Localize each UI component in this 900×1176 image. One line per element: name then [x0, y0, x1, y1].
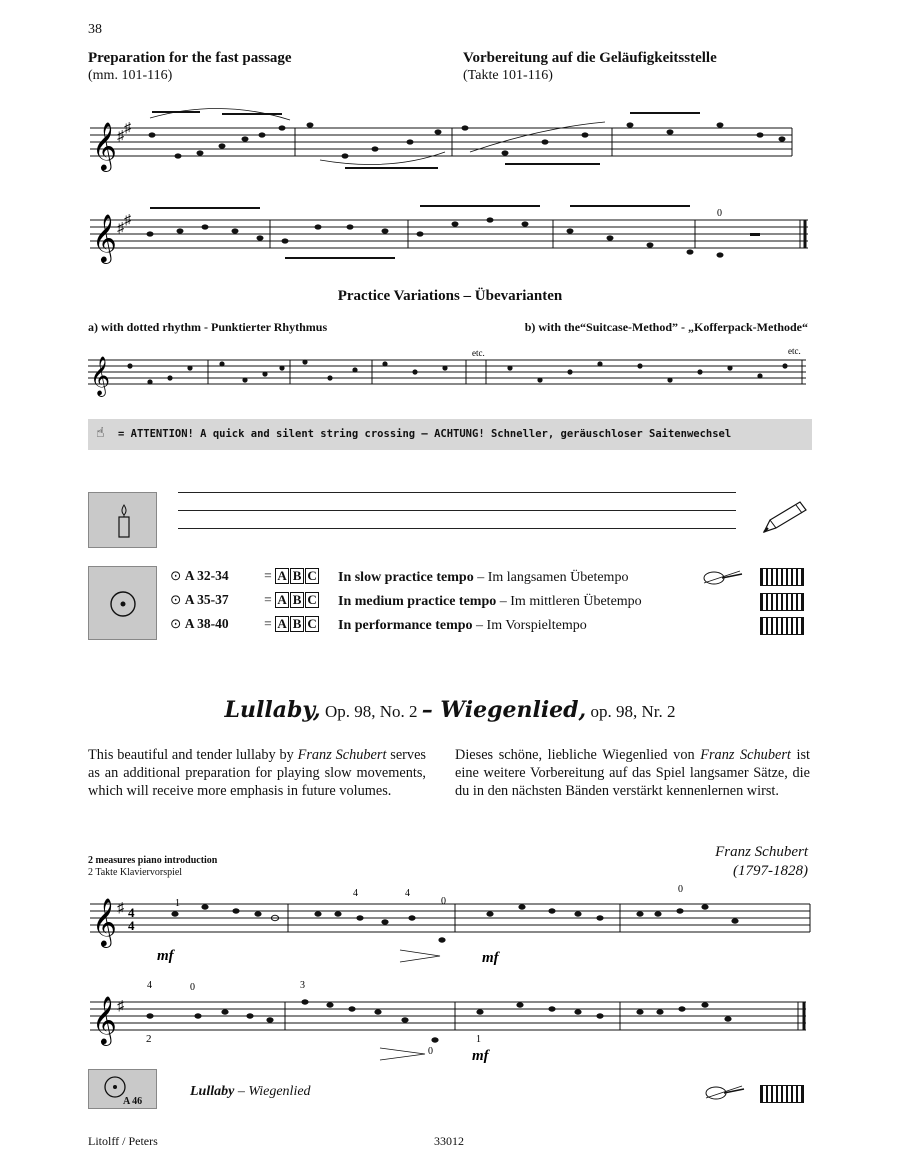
svg-text:♯: ♯	[124, 213, 131, 228]
tempo-rest: – Im Vorspieltempo	[472, 618, 587, 633]
para-text: Dieses schöne, liebliche Wiegenlied von	[455, 747, 701, 763]
lullaby-intro-de	[455, 746, 810, 800]
composer-credit	[715, 843, 808, 881]
svg-text:♯: ♯	[117, 221, 124, 236]
cd-icon-box	[88, 566, 157, 640]
svg-text:1: 1	[175, 898, 180, 909]
attention-banner	[88, 419, 812, 450]
lullaby-op-en: Op. 98, No. 2	[320, 702, 422, 721]
section-title-de: Vorbereitung auf die Geläufigkeitsstelle	[463, 50, 717, 66]
music-staff-practice	[0, 344, 900, 404]
violin-icon	[702, 1083, 746, 1103]
svg-text:4: 4	[147, 980, 152, 991]
svg-text:0: 0	[717, 208, 722, 219]
svg-text:𝄞: 𝄞	[92, 213, 117, 262]
tempo-bold: In medium practice tempo	[338, 594, 497, 609]
track-row-1[interactable]	[170, 568, 320, 584]
tempo-row-3	[338, 618, 587, 634]
section-subtitle-de: (Takte 101-116)	[463, 68, 553, 83]
cd-bullet-icon: ⊙	[170, 616, 182, 631]
track-row-2[interactable]	[170, 592, 320, 608]
label-rest: – Wiegenlied	[234, 1084, 311, 1099]
music-staff-2	[0, 200, 900, 270]
svg-text:♯: ♯	[117, 129, 124, 144]
svg-text:♯: ♯	[117, 901, 124, 916]
page-number: 38	[88, 22, 102, 37]
cd-icon	[89, 567, 158, 641]
svg-text:𝄞: 𝄞	[92, 121, 117, 170]
tempo-bold: In performance tempo	[338, 618, 473, 633]
tempo-rest: – Im langsamen Übetempo	[473, 570, 629, 585]
svg-text:♯: ♯	[117, 999, 124, 1014]
track-letter-b: B	[290, 592, 304, 608]
track-letter-a: A	[275, 568, 289, 584]
composer-name: Franz Schubert	[715, 844, 808, 860]
svg-text:0: 0	[190, 982, 195, 993]
svg-text:♯: ♯	[124, 121, 131, 136]
attention-text: = ATTENTION! A quick and silent string crossing – ACHTUNG! Schneller, geräuschloser Saitenwechsel	[118, 428, 732, 440]
cd-track-box[interactable]	[88, 1069, 157, 1109]
tempo-row-1	[338, 570, 628, 586]
lullaby-title-de: Wiegenlied,	[432, 697, 587, 723]
lullaby-title-en: Lullaby,	[224, 697, 321, 723]
track-letter-a: A	[275, 616, 289, 632]
finger-icon: ☝	[96, 425, 105, 441]
svg-text:0: 0	[678, 884, 683, 895]
track-letter-a: A	[275, 592, 289, 608]
lullaby-staff-2	[0, 978, 900, 1068]
piano-intro-de: 2 Takte Klaviervorspiel	[88, 867, 183, 878]
svg-text:0: 0	[428, 1046, 433, 1057]
track-code: A 32-34	[184, 568, 229, 583]
track-letter-c: C	[305, 568, 319, 584]
track-code: A 35-37	[184, 592, 229, 607]
cd-bullet-icon: ⊙	[170, 592, 182, 607]
track-eq: =	[264, 568, 272, 583]
svg-text:𝄞: 𝄞	[90, 356, 111, 396]
track-letter-b: B	[290, 568, 304, 584]
svg-text:3: 3	[300, 980, 305, 991]
svg-text:4: 4	[128, 918, 135, 933]
etc-label-b: etc.	[788, 346, 801, 356]
dynamic-mf: mf	[472, 1048, 489, 1064]
cd-bullet-icon: ⊙	[170, 568, 182, 583]
track-eq: =	[264, 616, 272, 631]
track-code: A 38-40	[184, 616, 229, 631]
svg-text:0: 0	[441, 896, 446, 907]
para-text: serves as an additional preparation for playing slow movements, which will receive more emphasis in future volumes.	[88, 747, 426, 799]
variant-b-label: b) with the“Suitcase-Method” - „Kofferpack-Methode“	[524, 320, 808, 334]
catalog-number: 33012	[434, 1134, 464, 1148]
label-bold: Lullaby	[190, 1084, 235, 1099]
track-letter-c: C	[305, 616, 319, 632]
etc-label-a: etc.	[472, 348, 485, 358]
violin-icon	[700, 568, 744, 588]
notes-icon-box	[88, 492, 157, 548]
lullaby-dash: –	[421, 697, 433, 723]
publisher: Litolff / Peters	[88, 1134, 158, 1148]
svg-text:2: 2	[146, 1033, 152, 1045]
svg-text:4: 4	[353, 888, 358, 899]
candle-icon	[89, 493, 158, 549]
svg-text:𝄞: 𝄞	[92, 897, 117, 946]
svg-text:1: 1	[476, 1034, 481, 1045]
composer-name: Franz Schubert	[700, 747, 791, 763]
lullaby-intro-en	[88, 746, 426, 800]
tempo-row-2	[338, 594, 642, 610]
piano-keyboard-icon	[760, 568, 804, 586]
cd-track-number: A 46	[123, 1096, 143, 1107]
para-text: ist eine weitere Vorbereitung auf das Spiel langsamer Sätze, die du in den nächsten Bänden verstärkt kennenlernen wirst.	[455, 747, 810, 799]
practice-variations-title: Practice Variations – Übevarianten	[337, 288, 563, 304]
para-text: This beautiful and tender lullaby by	[88, 747, 298, 763]
piano-keyboard-icon	[760, 593, 804, 611]
dynamic-mf: mf	[157, 948, 174, 964]
piano-intro-en: 2 measures piano introduction	[88, 855, 218, 866]
variant-a-label: a) with dotted rhythm - Punktierter Rhythmus	[88, 320, 328, 334]
piano-keyboard-icon	[760, 617, 804, 635]
tempo-rest: – Im mittleren Übetempo	[496, 594, 642, 609]
svg-text:4: 4	[405, 888, 410, 899]
track-row-3[interactable]	[170, 616, 320, 632]
section-subtitle-en: (mm. 101-116)	[88, 68, 173, 83]
music-staff-1	[0, 108, 900, 178]
lullaby-track-label	[190, 1084, 311, 1100]
notes-lines[interactable]	[178, 492, 736, 546]
composer-name: Franz Schubert	[297, 747, 387, 763]
pencil-icon	[760, 498, 812, 538]
dynamic-mf: mf	[482, 950, 499, 966]
piano-keyboard-icon	[760, 1085, 804, 1103]
track-letter-b: B	[290, 616, 304, 632]
composer-dates: (1797-1828)	[733, 863, 808, 879]
lullaby-title	[0, 697, 900, 723]
svg-text:4: 4	[128, 905, 135, 920]
section-title-en: Preparation for the fast passage	[88, 50, 292, 66]
track-eq: =	[264, 592, 272, 607]
lullaby-staff-1	[0, 880, 900, 970]
tempo-bold: In slow practice tempo	[338, 570, 474, 585]
track-letter-c: C	[305, 592, 319, 608]
lullaby-op-de: op. 98, Nr. 2	[586, 702, 676, 721]
svg-text:𝄞: 𝄞	[92, 995, 117, 1044]
